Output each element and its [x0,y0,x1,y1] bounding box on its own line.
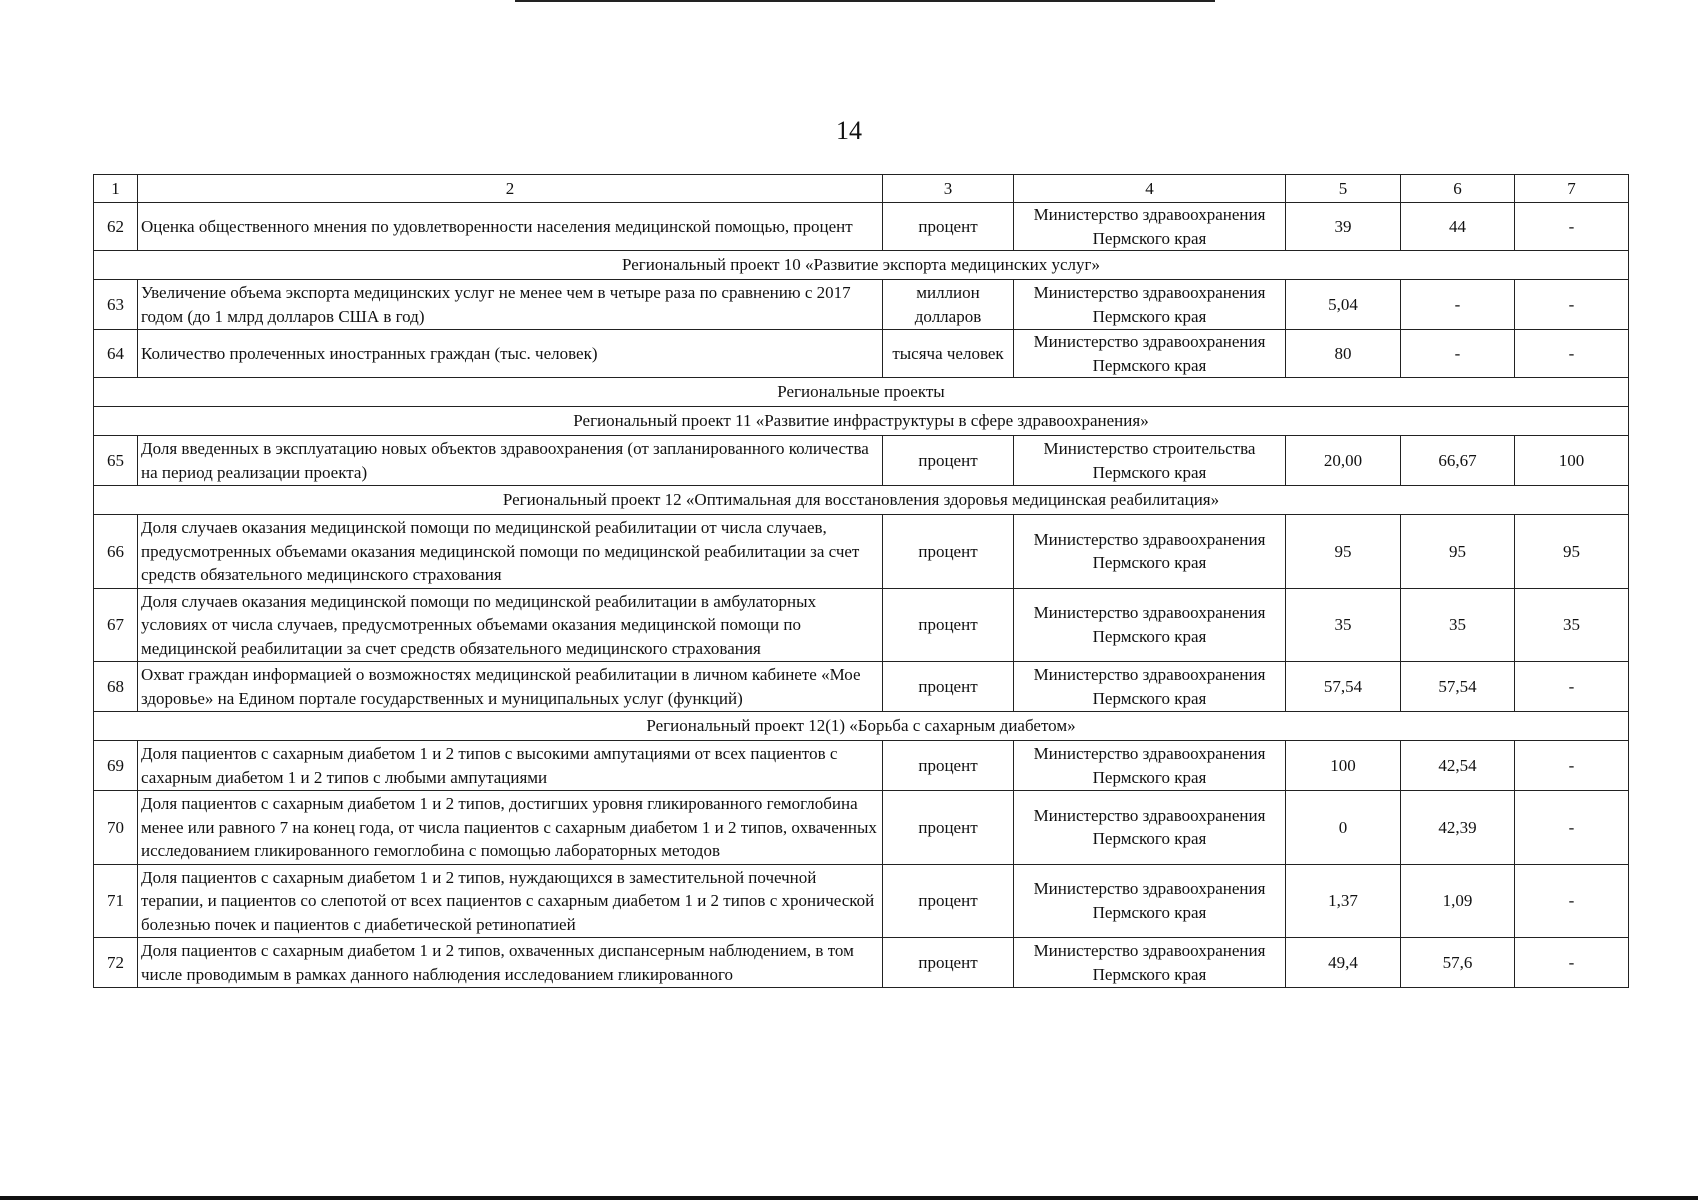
indicator-name: Доля случаев оказания медицинской помощи по медицинской реабилитации от числа случаев, предусмотренных объемами оказания медицинской помощи по медицинской реабилитации за счет средств обязательного медицинского страхования [138,515,883,589]
section-title: Региональный проект 12(1) «Борьба с сахарным диабетом» [94,712,1629,741]
responsible-body: Министерство здравоохранения Пермского края [1014,203,1286,251]
section-title-row [94,378,1629,407]
header-cell: 7 [1515,175,1629,203]
value-col-6: 57,54 [1401,662,1515,712]
table-row [94,330,1629,378]
value-col-6: 95 [1401,515,1515,589]
unit-of-measure: процент [883,203,1014,251]
row-number: 70 [94,791,138,865]
bottom-scan-edge [0,1196,1698,1200]
row-number: 72 [94,938,138,988]
value-col-5: 5,04 [1286,280,1401,330]
section-title-row [94,712,1629,741]
unit-of-measure: процент [883,938,1014,988]
value-col-6: - [1401,280,1515,330]
header-cell: 5 [1286,175,1401,203]
indicators-table [93,174,1629,988]
unit-of-measure: процент [883,436,1014,486]
value-col-5: 95 [1286,515,1401,589]
value-col-6: 1,09 [1401,864,1515,938]
responsible-body: Министерство здравоохранения Пермского края [1014,741,1286,791]
row-number: 65 [94,436,138,486]
table-row [94,436,1629,486]
value-col-6: 57,6 [1401,938,1515,988]
value-col-5: 100 [1286,741,1401,791]
column-number-header-row [94,175,1629,203]
value-col-7: - [1515,662,1629,712]
row-number: 67 [94,588,138,662]
page-number: 14 [836,116,862,145]
value-col-7: - [1515,791,1629,865]
section-title: Региональный проект 11 «Развитие инфраструктуры в сфере здравоохранения» [94,407,1629,436]
value-col-5: 1,37 [1286,864,1401,938]
responsible-body: Министерство здравоохранения Пермского края [1014,864,1286,938]
unit-of-measure: процент [883,588,1014,662]
value-col-7: - [1515,280,1629,330]
value-col-5: 35 [1286,588,1401,662]
indicator-name: Увеличение объема экспорта медицинских услуг не менее чем в четыре раза по сравнению с 2017 годом (до 1 млрд долларов США в год) [138,280,883,330]
value-col-5: 57,54 [1286,662,1401,712]
value-col-7: - [1515,741,1629,791]
value-col-6: - [1401,330,1515,378]
table-row [94,280,1629,330]
section-title-row [94,486,1629,515]
table-row [94,662,1629,712]
indicator-name: Количество пролеченных иностранных граждан (тыс. человек) [138,330,883,378]
table-row [94,741,1629,791]
indicator-name: Доля пациентов с сахарным диабетом 1 и 2 типов, нуждающихся в заместительной почечной терапии, и пациентов со слепотой от всех пациентов с сахарным диабетом 1 и 2 типов с хронической болезнью почек и пациентов с диабетической ретинопатией [138,864,883,938]
value-col-5: 80 [1286,330,1401,378]
value-col-6: 35 [1401,588,1515,662]
unit-of-measure: процент [883,515,1014,589]
indicator-name: Доля пациентов с сахарным диабетом 1 и 2 типов с высокими ампутациями от всех пациентов с сахарным диабетом 1 и 2 типов с любыми ампутациями [138,741,883,791]
unit-of-measure: процент [883,864,1014,938]
responsible-body: Министерство строительства Пермского края [1014,436,1286,486]
unit-of-measure: процент [883,741,1014,791]
responsible-body: Министерство здравоохранения Пермского края [1014,791,1286,865]
value-col-5: 20,00 [1286,436,1401,486]
indicator-name: Доля введенных в эксплуатацию новых объектов здравоохранения (от запланированного количества на период реализации проекта) [138,436,883,486]
indicator-name: Доля пациентов с сахарным диабетом 1 и 2 типов, достигших уровня гликированного гемоглобина менее или равного 7 на конец года, от числа пациентов с сахарным диабетом 1 и 2 типов, охваченных исследованием гликированного гемоглобина с помощью лабораторных методов [138,791,883,865]
header-cell: 4 [1014,175,1286,203]
indicator-name: Доля пациентов с сахарным диабетом 1 и 2 типов, охваченных диспансерным наблюдением, в том числе проводимым в рамках данного наблюдения исследованием гликированного [138,938,883,988]
section-title: Региональный проект 12 «Оптимальная для восстановления здоровья медицинская реабилитация» [94,486,1629,515]
indicator-name: Охват граждан информацией о возможностях медицинской реабилитации в личном кабинете «Мое здоровье» на Едином портале государственных и муниципальных услуг (функций) [138,662,883,712]
section-title: Региональные проекты [94,378,1629,407]
table-row [94,203,1629,251]
unit-of-measure: миллион долларов [883,280,1014,330]
table-row [94,791,1629,865]
responsible-body: Министерство здравоохранения Пермского края [1014,938,1286,988]
value-col-7: - [1515,864,1629,938]
value-col-7: 95 [1515,515,1629,589]
responsible-body: Министерство здравоохранения Пермского края [1014,330,1286,378]
row-number: 69 [94,741,138,791]
row-number: 64 [94,330,138,378]
value-col-7: 100 [1515,436,1629,486]
top-border-line [515,0,1215,2]
row-number: 63 [94,280,138,330]
section-title-row [94,251,1629,280]
row-number: 62 [94,203,138,251]
unit-of-measure: процент [883,791,1014,865]
responsible-body: Министерство здравоохранения Пермского края [1014,662,1286,712]
header-cell: 1 [94,175,138,203]
value-col-5: 49,4 [1286,938,1401,988]
table-row [94,864,1629,938]
header-cell: 2 [138,175,883,203]
unit-of-measure: процент [883,662,1014,712]
value-col-7: - [1515,938,1629,988]
responsible-body: Министерство здравоохранения Пермского края [1014,515,1286,589]
value-col-7: - [1515,330,1629,378]
table-row [94,588,1629,662]
unit-of-measure: тысяча человек [883,330,1014,378]
table-row [94,938,1629,988]
section-title: Региональный проект 10 «Развитие экспорта медицинских услуг» [94,251,1629,280]
section-title-row [94,407,1629,436]
value-col-6: 42,39 [1401,791,1515,865]
row-number: 71 [94,864,138,938]
value-col-6: 44 [1401,203,1515,251]
value-col-7: 35 [1515,588,1629,662]
value-col-6: 42,54 [1401,741,1515,791]
indicator-name: Оценка общественного мнения по удовлетворенности населения медицинской помощью, процент [138,203,883,251]
header-cell: 3 [883,175,1014,203]
table-row [94,515,1629,589]
indicator-name: Доля случаев оказания медицинской помощи по медицинской реабилитации в амбулаторных условиях от числа случаев, предусмотренных объемами оказания медицинской помощи по медицинской реабилитации за счет средств обязательного медицинского страхования [138,588,883,662]
row-number: 68 [94,662,138,712]
responsible-body: Министерство здравоохранения Пермского края [1014,280,1286,330]
row-number: 66 [94,515,138,589]
value-col-5: 0 [1286,791,1401,865]
value-col-6: 66,67 [1401,436,1515,486]
value-col-7: - [1515,203,1629,251]
responsible-body: Министерство здравоохранения Пермского края [1014,588,1286,662]
table-body [94,175,1629,988]
header-cell: 6 [1401,175,1515,203]
value-col-5: 39 [1286,203,1401,251]
